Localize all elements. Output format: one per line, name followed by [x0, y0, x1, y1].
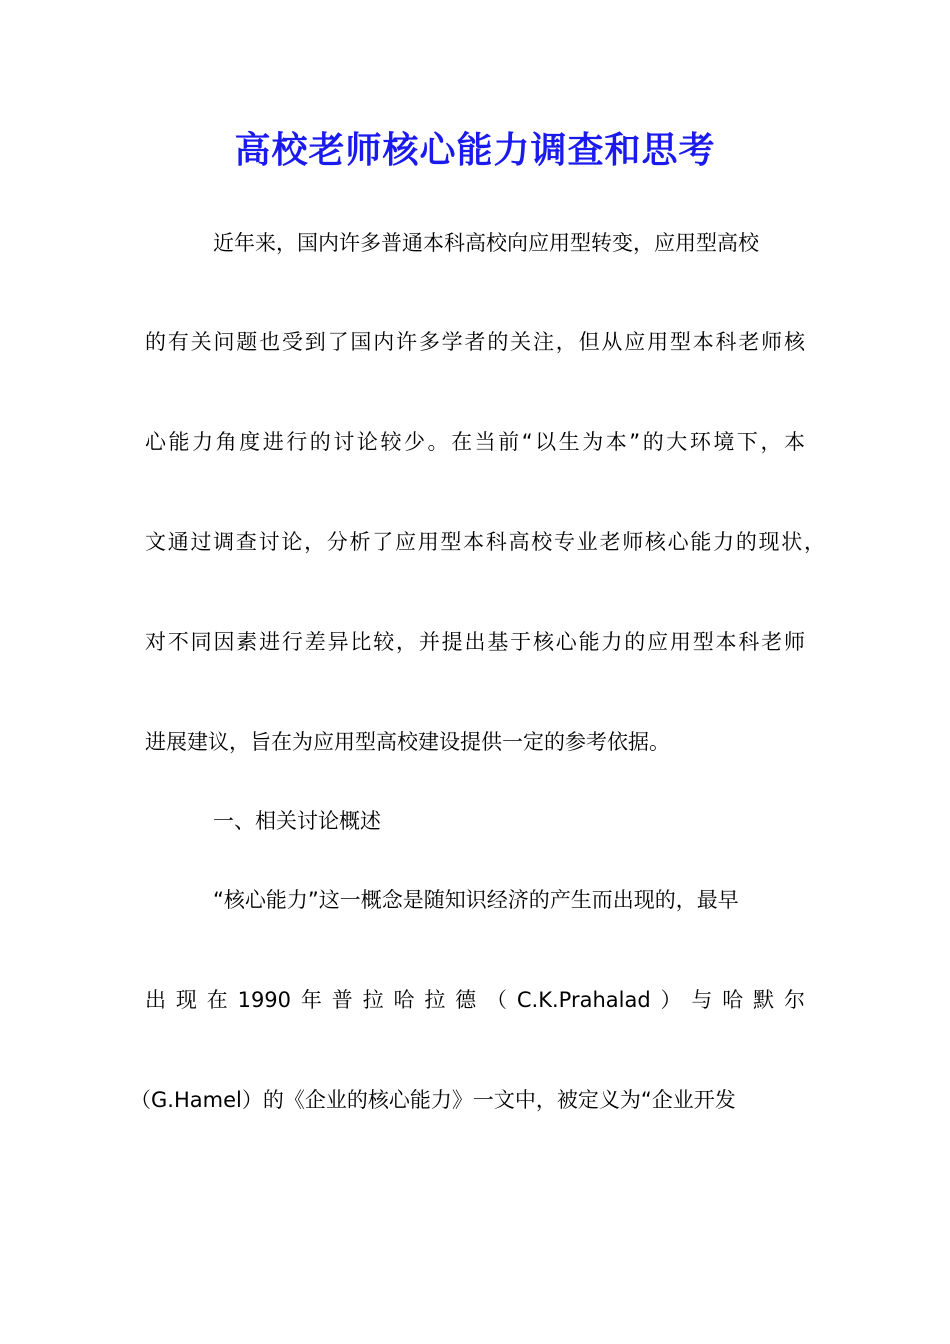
paragraph-1-line-2: 的有关问题也受到了国内许多学者的关注，但从应用型本科老师核	[145, 330, 805, 354]
paragraph-1-line-6: 进展建议，旨在为应用型高校建设提供一定的参考依据。	[145, 730, 670, 754]
paragraph-2-line-3: （G.Hamel）的《企业的核心能力》一文中，被定义为“企业开发	[130, 1088, 736, 1112]
paragraph-1-line-1: 近年来，国内许多普通本科高校向应用型转变，应用型高校	[213, 231, 759, 255]
section-heading: 一、相关讨论概述	[213, 809, 381, 833]
document-title: 高校老师核心能力调查和思考	[234, 129, 716, 171]
paragraph-1-line-5: 对不同因素进行差异比较，并提出基于核心能力的应用型本科老师	[145, 630, 805, 654]
paragraph-2-line-1: “核心能力”这一概念是随知识经济的产生而出现的，最早	[213, 888, 739, 912]
paragraph-2-line-2: 出现在1990年普拉哈拉德（C.K.Prahalad）与哈默尔	[145, 988, 805, 1012]
paragraph-1-line-4: 文通过调查讨论，分析了应用型本科高校专业老师核心能力的现状，	[145, 530, 825, 554]
paragraph-1-line-3: 心能力角度进行的讨论较少。在当前“以生为本”的大环境下，本	[145, 430, 805, 454]
